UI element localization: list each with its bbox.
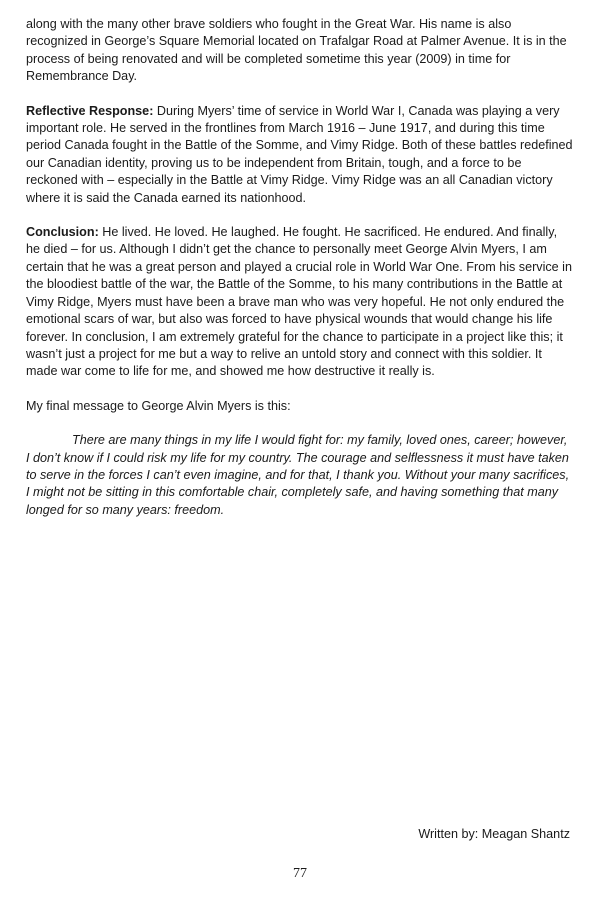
conclusion-paragraph xyxy=(26,224,574,381)
document-page xyxy=(26,16,574,519)
final-message-quote-text: There are many things in my life I would fight for: my family, loved ones, career; however, I don’t know if I could risk my life for my country. The courage and selflessness it must have taken to serve in the forces I can’t even imagine, and for that, I thank you. Without your many sacrifices, I might not be sitting in this comfortable chair, completely safe, and having something that many longed for so many years: freedom. xyxy=(26,433,570,517)
conclusion-text: He lived. He loved. He laughed. He fought. He sacrificed. He endured. And finally, he died – for us. Although I didn’t get the chance to personally meet George Alvin Myers, I am certain that he was a great person and played a crucial role in World War One. From his service in the bloodiest battle of the war, the Battle of the Somme, to his many contributions in the Battle at Vimy Ridge, Myers must have been a brave man who was very hopeful. He not only endured the emotional scars of war, but also was forced to have physical wounds that would change his life forever. In conclusion, I am extremely grateful for the chance to participate in a project like this; it wasn’t just a project for me but a way to relive an untold story and connect with this soldier. It made war come to life for me, and showed me how destructive it really is. xyxy=(26,225,572,379)
intro-paragraph: along with the many other brave soldiers who fought in the Great War. His name is also recognized in George’s Square Memorial located on Trafalgar Road at Palmer Avenue. It is in the process of being renovated and will be completed sometime this year (2009) in time for Remembrance Day. xyxy=(26,17,567,84)
reflective-response-label: Reflective Response: xyxy=(26,103,154,118)
conclusion-label: Conclusion: xyxy=(26,225,99,240)
reflective-response-paragraph xyxy=(26,103,574,207)
author-signature: Written by: Meagan Shantz xyxy=(418,827,570,841)
final-message-intro: My final message to George Alvin Myers is this: xyxy=(26,398,291,413)
final-message-quote xyxy=(26,432,574,519)
reflective-response-text: During Myers’ time of service in World War I, Canada was playing a very important role. He served in the frontlines from March 1916 – June 1917, and during this time period Canada fought in the Battle of the Somme, and Vimy Ridge. Both of these battles redefined our Canadian identity, proving us to be independent from Britain, tough, and a force to be reckoned with – especially in the Battle at Vimy Ridge. Vimy Ridge was an all Canadian victory where it is said the Canada earned its nationhood. xyxy=(26,103,573,205)
page-number: 77 xyxy=(293,866,307,881)
